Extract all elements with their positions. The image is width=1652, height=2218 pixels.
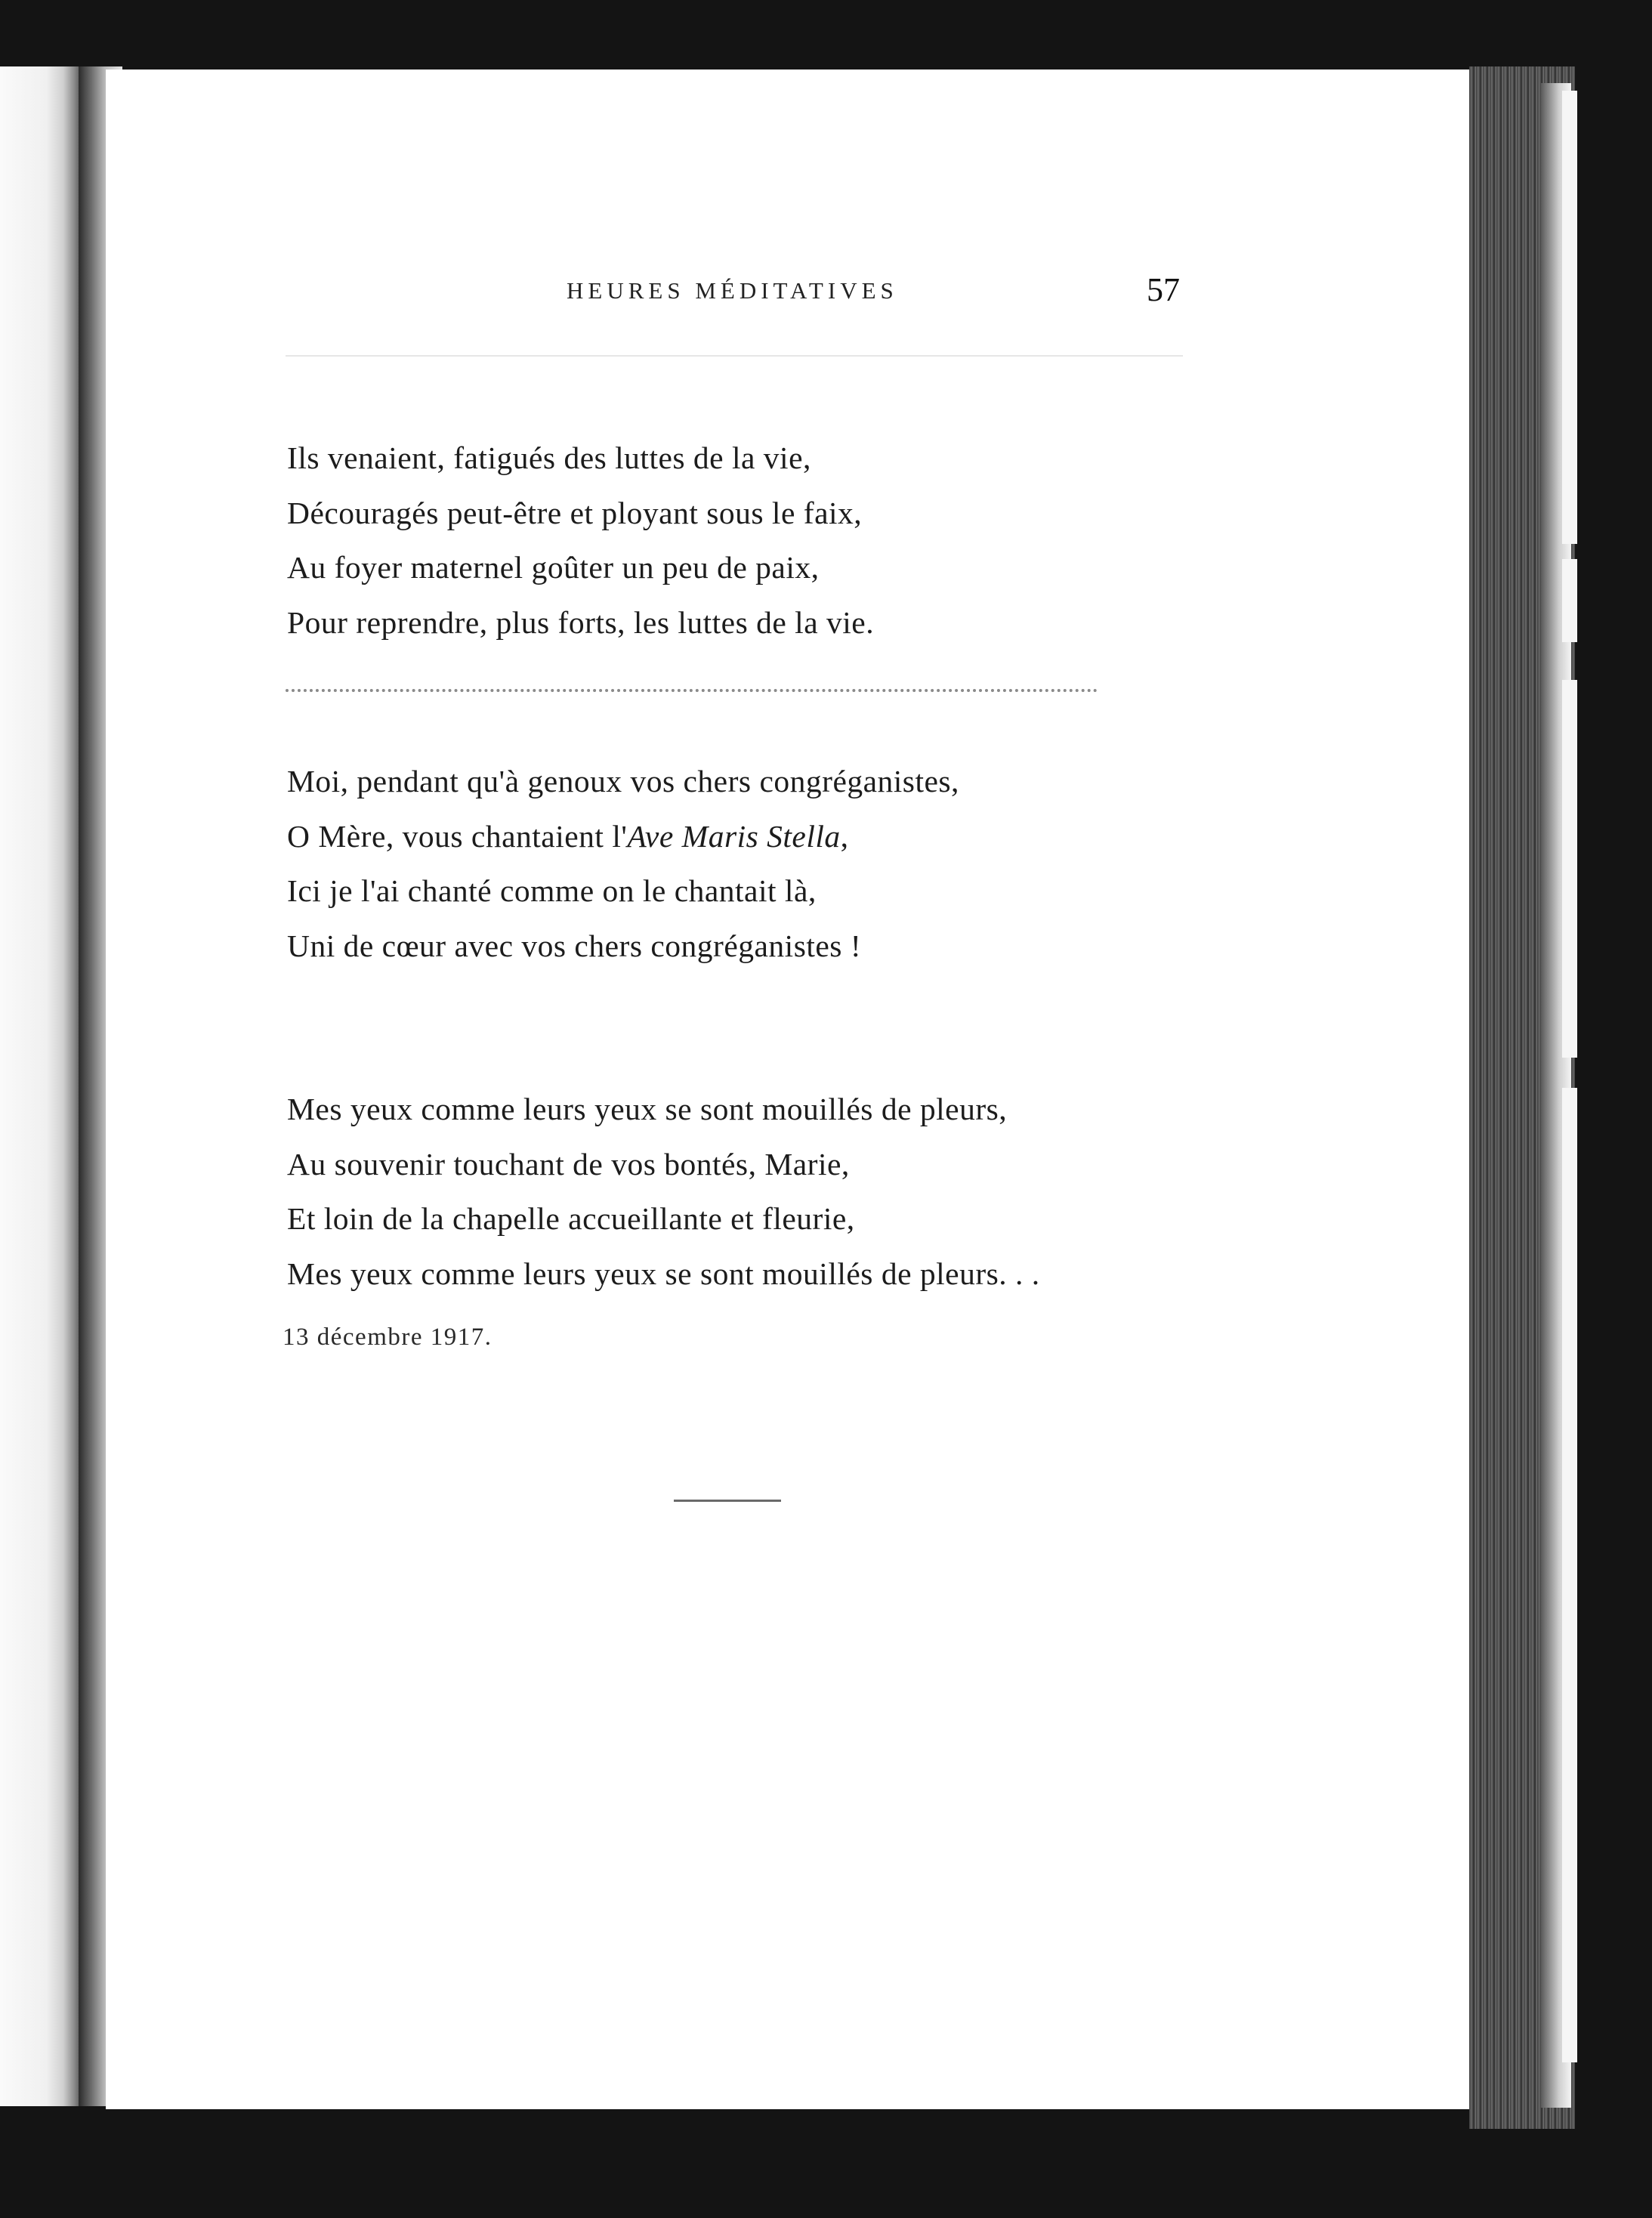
verse-line-end: , xyxy=(840,818,849,854)
header-rule xyxy=(286,355,1183,357)
verse-line: Ici je l'ai chanté comme on le chantait là, xyxy=(287,873,817,908)
page-tab xyxy=(1562,680,1577,1058)
page-tab xyxy=(1562,559,1577,642)
verse-line: Ils venaient, fatigués des luttes de la vie, xyxy=(287,440,811,475)
stanza-2 xyxy=(287,754,959,973)
hymn-title: Ave Maris Stella xyxy=(627,818,841,854)
stanza-1 xyxy=(287,431,874,650)
page-number: 57 xyxy=(1147,271,1180,308)
verse-line: Mes yeux comme leurs yeux se sont mouillés de pleurs, xyxy=(287,1092,1008,1126)
verse-line: Au souvenir touchant de vos bontés, Marie, xyxy=(287,1146,850,1182)
running-title: HEURES MÉDITATIVES xyxy=(567,277,898,304)
verse-line: Et loin de la chapelle accueillante et fleurie, xyxy=(287,1201,855,1236)
verse-line: Mes yeux comme leurs yeux se sont mouillés de pleurs. . . xyxy=(287,1256,1040,1291)
page-tab xyxy=(1562,91,1577,544)
verse-line: Uni de cœur avec vos chers congréganistes ! xyxy=(287,928,862,963)
verse-line xyxy=(287,809,959,864)
dotted-separator xyxy=(286,689,1098,692)
verse-line: Au foyer maternel goûter un peu de paix, xyxy=(287,550,820,585)
verse-line: Pour reprendre, plus forts, les luttes de la vie. xyxy=(287,604,875,640)
verse-line: Découragés peut-être et ployant sous le faix, xyxy=(287,495,863,530)
previous-page-edge xyxy=(0,66,85,2106)
poem-date: 13 décembre 1917. xyxy=(283,1324,493,1351)
page-tab xyxy=(1562,1088,1577,2062)
verse-line-start: O Mère, vous chantaient l' xyxy=(287,818,628,854)
end-rule xyxy=(674,1500,781,1502)
stanza-3 xyxy=(287,1082,1040,1301)
verse-line: Moi, pendant qu'à genoux vos chers congréganistes, xyxy=(287,764,959,799)
